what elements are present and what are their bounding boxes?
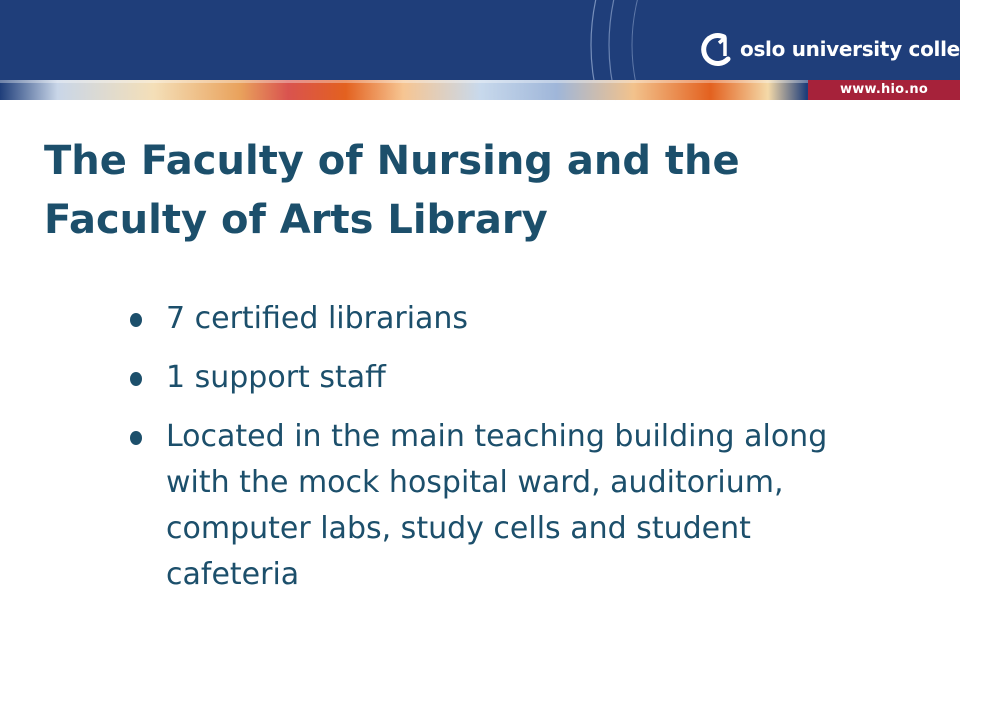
bullet-text: 1 support staff [166, 360, 386, 395]
title-line-2: Faculty of Arts Library [44, 197, 548, 243]
brand-name: oslo university college [740, 37, 987, 61]
bullet-item [128, 296, 848, 342]
slide-title [44, 132, 924, 250]
bullet-icon [130, 313, 142, 327]
oslo-university-college-logo-icon [698, 29, 738, 69]
bullet-icon [130, 431, 142, 445]
bullet-list [128, 296, 848, 611]
header-band [0, 0, 987, 80]
bullet-text: 7 certified librarians [166, 301, 469, 336]
bullet-item [128, 414, 848, 598]
brand-logo[interactable] [698, 28, 987, 70]
website-url[interactable]: www.hio.no [808, 80, 960, 100]
title-line-1: The Faculty of Nursing and the [44, 138, 740, 184]
bullet-text: Located in the main teaching building along with the mock hospital ward, auditorium, computer labs, study cells and student cafeteria [166, 419, 828, 592]
bullet-icon [130, 372, 142, 386]
bullet-item [128, 355, 848, 401]
